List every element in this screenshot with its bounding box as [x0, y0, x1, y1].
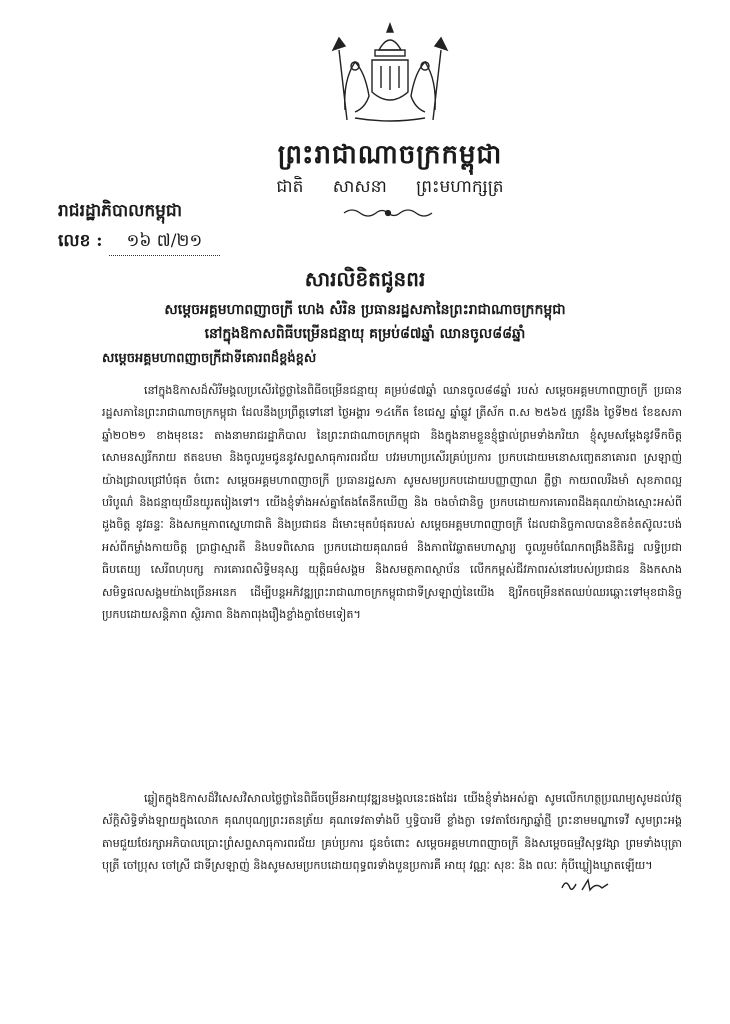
issuing-authority: រាជរដ្ឋាភិបាលកម្ពុជា: [58, 201, 183, 221]
reference-label: លេខ :: [58, 231, 103, 251]
kingdom-name: ព្រះរាជាណាចក្រកម្ពុជា: [277, 140, 503, 170]
royal-coat-of-arms-icon: [325, 20, 455, 125]
document-title: សារលិខិតជូនពរ: [304, 267, 426, 291]
ornamental-divider-icon: [338, 205, 438, 221]
reference-number: [58, 230, 220, 256]
body-paragraph-1: នៅក្នុងឱកាសដ៏សិរីមង្គលប្រសើរថ្លៃថ្លានៃពិធីចម្រើនជន្មាយុ គម្រប់៨៧ឆ្នាំ ឈានចូល៨៨ឆ្នាំ របស់ សម្តេចអគ្គមហាពញាចក្រី ប្រធានរដ្ឋសភានៃព្រះរាជាណាចក្រកម្ពុជា ដែលនឹងប្រព្រឹត្តទៅនៅ ថ្ងៃអង្គារ ១៤កើត ខែជេស្ឋ ឆ្នាំឆ្លូវ ត្រីស័ក ព.ស ២៥៦៥ ត្រូវនឹង ថ្ងៃទី២៥ ខែឧសភា ឆ្នាំ២០២១ ខាងមុខនេះ តាងនាមរាជរដ្ឋាភិបាល នៃព្រះរាជាណាចក្រកម្ពុជា និងក្នុងនាមខ្លួនខ្ញុំផ្ទាល់ព្រមទាំងភរិយា ខ្ញុំសូមសម្តែងនូវទឹកចិត្តសោមនស្សរីករាយ ឥតឧបមា និងចូលរួមជូននូវសព្ទសាធុការពរជ័យ បវរមហាប្រសើរគ្រប់ប្រការ ប្រកបដោយមនោសញ្ចេតនាគោរព ស្រឡាញ់យ៉ាងជ្រាលជ្រៅបំផុត ចំពោះ សម្តេចអគ្គមហាពញាចក្រី ប្រធានរដ្ឋសភា សូមសមប្រកបដោយបញ្ញាញាណ ភ្លឺថ្លា កាយពលរឹងមាំ សុខភាពល្អបរិបូណ៌ និងជន្មាយុយឺនយូរតរៀងទៅ។ យើងខ្ញុំទាំងអស់គ្នាតែងតែនឹកឃើញ និង ចងចាំជានិច្ច ប្រកបដោយការគោរពដឹងគុណយ៉ាងស្មោះអស់ពីដួងចិត្ត នូវឆន្ទៈ និងសកម្មភាពស្នេហាជាតិ និងប្រជាជន ដ៏មោះមុតបំផុតរបស់ សម្តេចអគ្គមហាពញាចក្រី ដែលជានិច្ចកាលបានខិតខំតស៊ូលះបង់អស់ពីកម្លាំងកាយចិត្ត ប្រាជ្ញាស្មារតី និងបទពិសោធ ប្រកបដោយគុណធម៌ និងភាពវៃឆ្លាតមហាស្ចារ្យ ចូលរួមចំណែកពង្រឹងនីតិរដ្ឋ លទ្ធិប្រជាធិបតេយ្យ សេរីពហុបក្ស ការគោរពសិទ្ធិមនុស្ស យុត្តិធម៌សង្គម និងសមត្ថភាពស្ថាប័ន លើកកម្ពស់ជីវភាពរស់នៅរបស់ប្រជាជន និងកសាងសមិទ្ធផលសង្គមយ៉ាងច្រើនអនេក ដើម្បីបន្តអភិវឌ្ឍព្រះរាជាណាចក្រកម្ពុជាជាទីស្រឡាញ់នៃយើង ឱ្យរីកចម្រើនឥតឈប់ឈរឆ្ពោះទៅមុខជានិច្ច ប្រកបដោយសន្តិភាព ស្ថិរភាព និងភាពរុងរឿងខ្លាំងក្លាថែមទៀត។: [102, 384, 682, 622]
reference-value: ១៦ ៧/២១: [109, 230, 221, 256]
subtitle-line-1: សម្តេចអគ្គមហាពញាចក្រី ហេង សំរិន ប្រធានរដ្ឋសភានៃព្រះរាជាណាចក្រកម្ពុជា: [164, 302, 566, 318]
handwritten-initials-icon: [560, 876, 610, 894]
salutation: សម្តេចអគ្គមហាពញាចក្រីជាទីគោរពដ៏ខ្ពង់ខ្ពស់: [102, 351, 317, 366]
body-paragraph-2: ឆ្លៀតក្នុងឱកាសដ៏វិសេសវិសាលថ្លៃថ្លានៃពិធីចម្រើនអាយុវឌ្ឍនមង្គលនេះផងដែរ យើងខ្ញុំទាំងអស់គ្នា សូមលើកហត្ថប្រណម្យសូមដល់វត្ថុស័ក្តិសិទ្ធិទាំងឡាយក្នុងលោក គុណបុណ្យព្រះរតនត្រ័យ គុណទេវតាទាំងបី ឬទ្ធិបារមី ខ្លាំងក្លា ទេវតាថែរក្សាឆ្នាំថ្មី ព្រះនាមមណ្ឌាទេវី សូមព្រះអង្គតាមជួយថែរក្សាអភិបាលប្រោះព្រំសព្ទសាធុការពរជ័យ គ្រប់ប្រការ ជូនចំពោះ សម្តេចអគ្គមហាពញាចក្រី និងសម្តេចធម្មវិសុទ្ធវង្សា ព្រមទាំងបុត្រាបុត្រី ចៅប្រុស ចៅស្រី ជាទីស្រឡាញ់ និងសូមសមប្រកបដោយពុទ្ធពរទាំងបួនប្រការគឺ អាយុ វណ្ណៈ សុខៈ និង ពលៈ កុំបីឃ្លៀងឃ្លាតឡើយ។: [102, 792, 682, 873]
subtitle-line-2: នៅក្នុងឱកាសពិធីបម្រើនជន្មាយុ គម្រប់៨៧ឆ្នាំ ឈានចូល៨៨ឆ្នាំ: [204, 326, 526, 342]
national-motto: ជាតិ សាសនា ព្រះមហាក្សត្រ: [276, 177, 504, 197]
document-subtitle: [40, 298, 690, 346]
